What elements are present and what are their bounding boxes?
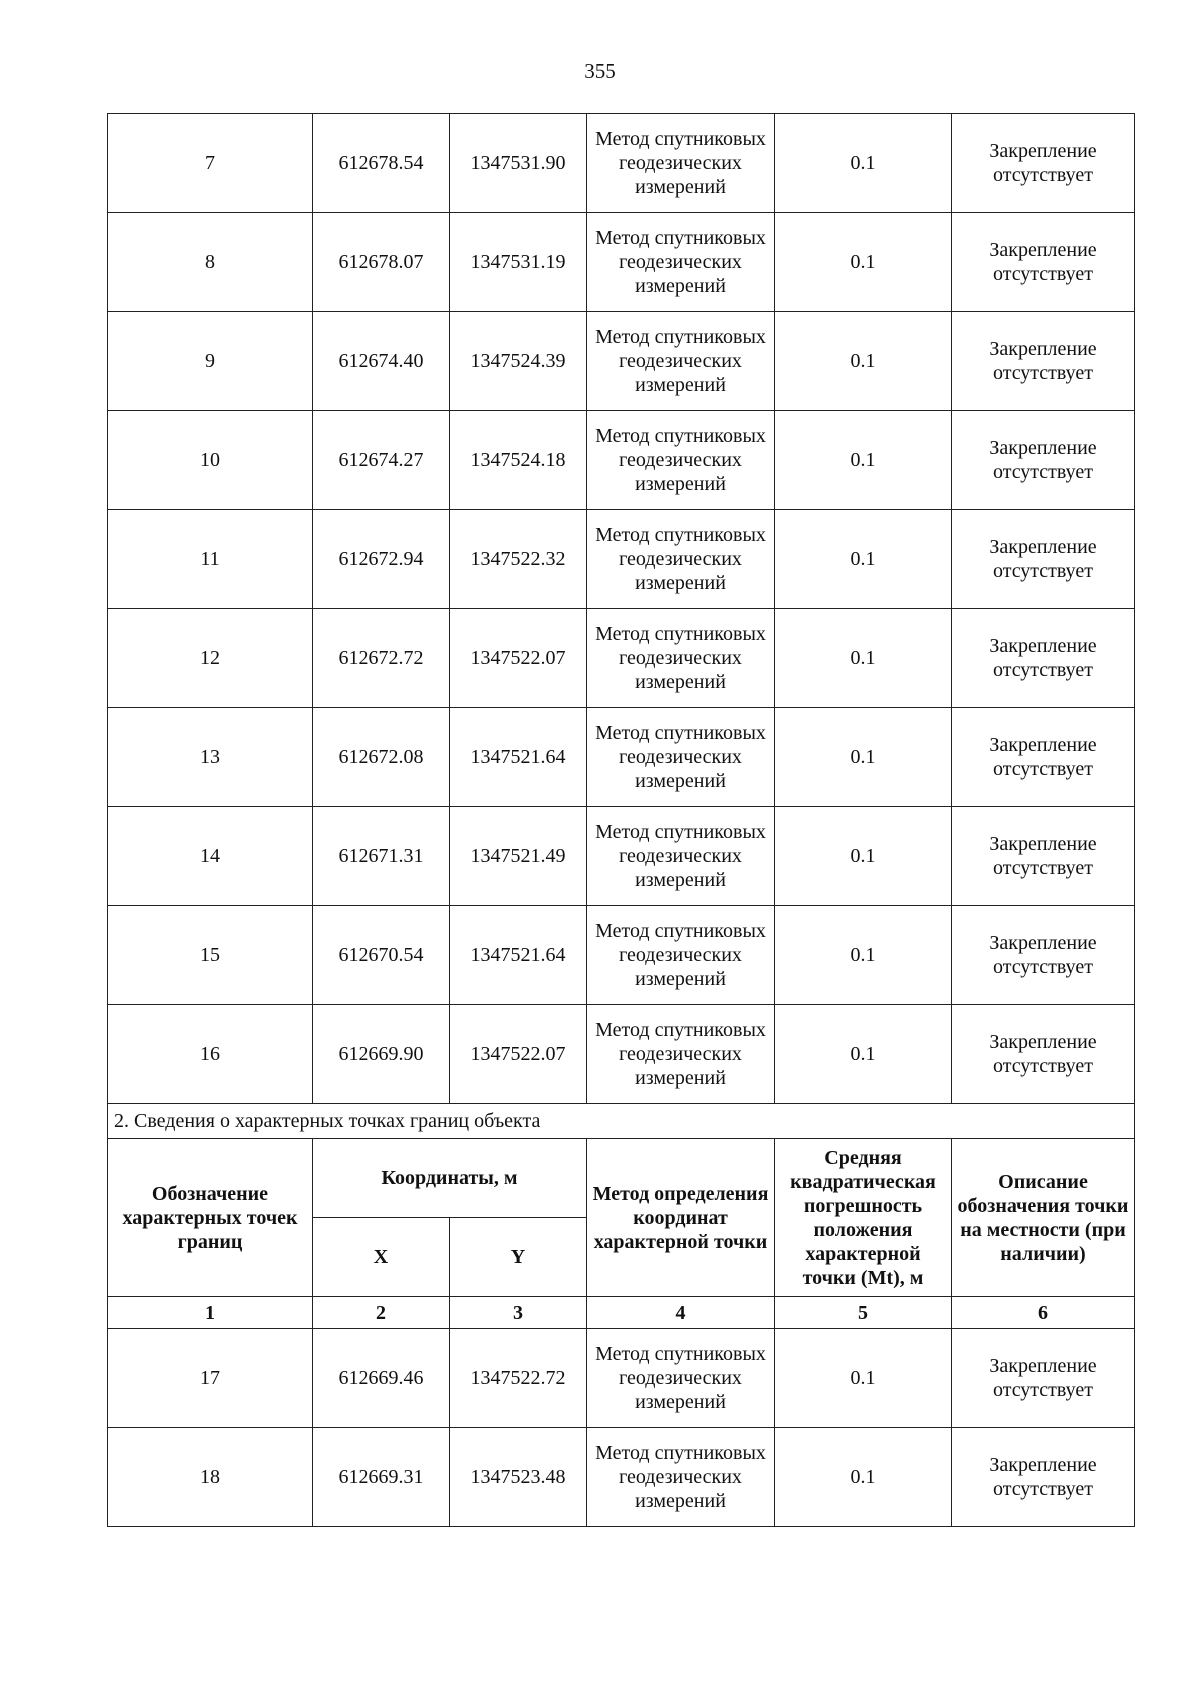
cell-y: 1347522.72 [450, 1329, 587, 1428]
cell-y: 1347531.90 [450, 114, 587, 213]
cell-method: Метод спутниковых геодезических измерений [587, 411, 775, 510]
cell-point-id: 13 [108, 708, 313, 807]
table-row [108, 213, 1135, 312]
column-number: 5 [775, 1297, 952, 1329]
cell-description: Закрепление отсутствует [952, 708, 1135, 807]
table-row [108, 411, 1135, 510]
cell-x: 612671.31 [313, 807, 450, 906]
table-row [108, 1329, 1135, 1428]
cell-y: 1347522.07 [450, 1005, 587, 1104]
cell-y: 1347521.64 [450, 906, 587, 1005]
header-x: X [313, 1218, 450, 1297]
column-number: 1 [108, 1297, 313, 1329]
cell-method: Метод спутниковых геодезических измерений [587, 906, 775, 1005]
cell-method: Метод спутниковых геодезических измерений [587, 807, 775, 906]
cell-point-id: 16 [108, 1005, 313, 1104]
cell-description: Закрепление отсутствует [952, 609, 1135, 708]
cell-point-id: 14 [108, 807, 313, 906]
column-number: 3 [450, 1297, 587, 1329]
cell-y: 1347523.48 [450, 1428, 587, 1527]
table-body-bottom [108, 1329, 1135, 1527]
cell-point-id: 7 [108, 114, 313, 213]
column-number: 2 [313, 1297, 450, 1329]
cell-method: Метод спутниковых геодезических измерений [587, 213, 775, 312]
table-row [108, 906, 1135, 1005]
cell-accuracy: 0.1 [775, 312, 952, 411]
cell-x: 612669.90 [313, 1005, 450, 1104]
cell-x: 612672.72 [313, 609, 450, 708]
table-row [108, 609, 1135, 708]
cell-y: 1347522.32 [450, 510, 587, 609]
cell-accuracy: 0.1 [775, 1428, 952, 1527]
column-number: 4 [587, 1297, 775, 1329]
cell-method: Метод спутниковых геодезических измерений [587, 708, 775, 807]
cell-point-id: 10 [108, 411, 313, 510]
cell-description: Закрепление отсутствует [952, 312, 1135, 411]
table-body-top [108, 114, 1135, 1104]
cell-y: 1347524.39 [450, 312, 587, 411]
cell-x: 612678.54 [313, 114, 450, 213]
cell-method: Метод спутниковых геодезических измерений [587, 1428, 775, 1527]
column-number: 6 [952, 1297, 1135, 1329]
cell-accuracy: 0.1 [775, 1329, 952, 1428]
cell-accuracy: 0.1 [775, 807, 952, 906]
cell-method: Метод спутниковых геодезических измерений [587, 114, 775, 213]
cell-method: Метод спутниковых геодезических измерений [587, 510, 775, 609]
cell-point-id: 18 [108, 1428, 313, 1527]
cell-y: 1347521.64 [450, 708, 587, 807]
cell-point-id: 12 [108, 609, 313, 708]
cell-accuracy: 0.1 [775, 906, 952, 1005]
cell-accuracy: 0.1 [775, 411, 952, 510]
cell-description: Закрепление отсутствует [952, 906, 1135, 1005]
header-y: Y [450, 1218, 587, 1297]
cell-y: 1347521.49 [450, 807, 587, 906]
cell-y: 1347531.19 [450, 213, 587, 312]
cell-x: 612674.27 [313, 411, 450, 510]
cell-point-id: 17 [108, 1329, 313, 1428]
cell-x: 612669.31 [313, 1428, 450, 1527]
cell-accuracy: 0.1 [775, 708, 952, 807]
cell-accuracy: 0.1 [775, 213, 952, 312]
cell-description: Закрепление отсутствует [952, 213, 1135, 312]
table-row [108, 510, 1135, 609]
cell-method: Метод спутниковых геодезических измерений [587, 312, 775, 411]
header-coordinates: Координаты, м [313, 1139, 587, 1218]
cell-y: 1347522.07 [450, 609, 587, 708]
cell-y: 1347524.18 [450, 411, 587, 510]
cell-x: 612674.40 [313, 312, 450, 411]
header-accuracy: Средняя квадратическая погрешность положения характерной точки (Mt), м [775, 1139, 952, 1297]
cell-method: Метод спутниковых геодезических измерений [587, 1329, 775, 1428]
cell-description: Закрепление отсутствует [952, 510, 1135, 609]
table-row [108, 1428, 1135, 1527]
cell-description: Закрепление отсутствует [952, 114, 1135, 213]
cell-description: Закрепление отсутствует [952, 1428, 1135, 1527]
cell-accuracy: 0.1 [775, 609, 952, 708]
table-row [108, 114, 1135, 213]
header-method: Метод определения координат характерной точки [587, 1139, 775, 1297]
cell-accuracy: 0.1 [775, 114, 952, 213]
cell-x: 612672.94 [313, 510, 450, 609]
table-row [108, 708, 1135, 807]
header-row [108, 1139, 1135, 1218]
cell-accuracy: 0.1 [775, 510, 952, 609]
cell-accuracy: 0.1 [775, 1005, 952, 1104]
table-row [108, 1005, 1135, 1104]
cell-description: Закрепление отсутствует [952, 411, 1135, 510]
cell-description: Закрепление отсутствует [952, 1005, 1135, 1104]
cell-method: Метод спутниковых геодезических измерений [587, 609, 775, 708]
table-row [108, 807, 1135, 906]
section-title: 2. Сведения о характерных точках границ объекта [108, 1104, 1135, 1139]
table-header-section [108, 1104, 1135, 1329]
header-designation: Обозначение характерных точек границ [108, 1139, 313, 1297]
column-numbers-row [108, 1297, 1135, 1329]
cell-x: 612672.08 [313, 708, 450, 807]
cell-description: Закрепление отсутствует [952, 807, 1135, 906]
cell-method: Метод спутниковых геодезических измерений [587, 1005, 775, 1104]
page-number: 355 [584, 59, 616, 83]
cell-point-id: 11 [108, 510, 313, 609]
table-row [108, 312, 1135, 411]
cell-x: 612678.07 [313, 213, 450, 312]
cell-point-id: 9 [108, 312, 313, 411]
cell-point-id: 15 [108, 906, 313, 1005]
cell-x: 612670.54 [313, 906, 450, 1005]
cell-description: Закрепление отсутствует [952, 1329, 1135, 1428]
cell-x: 612669.46 [313, 1329, 450, 1428]
section-title-row [108, 1104, 1135, 1139]
coordinates-table [107, 113, 1135, 1527]
header-description: Описание обозначения точки на местности (при наличии) [952, 1139, 1135, 1297]
cell-point-id: 8 [108, 213, 313, 312]
